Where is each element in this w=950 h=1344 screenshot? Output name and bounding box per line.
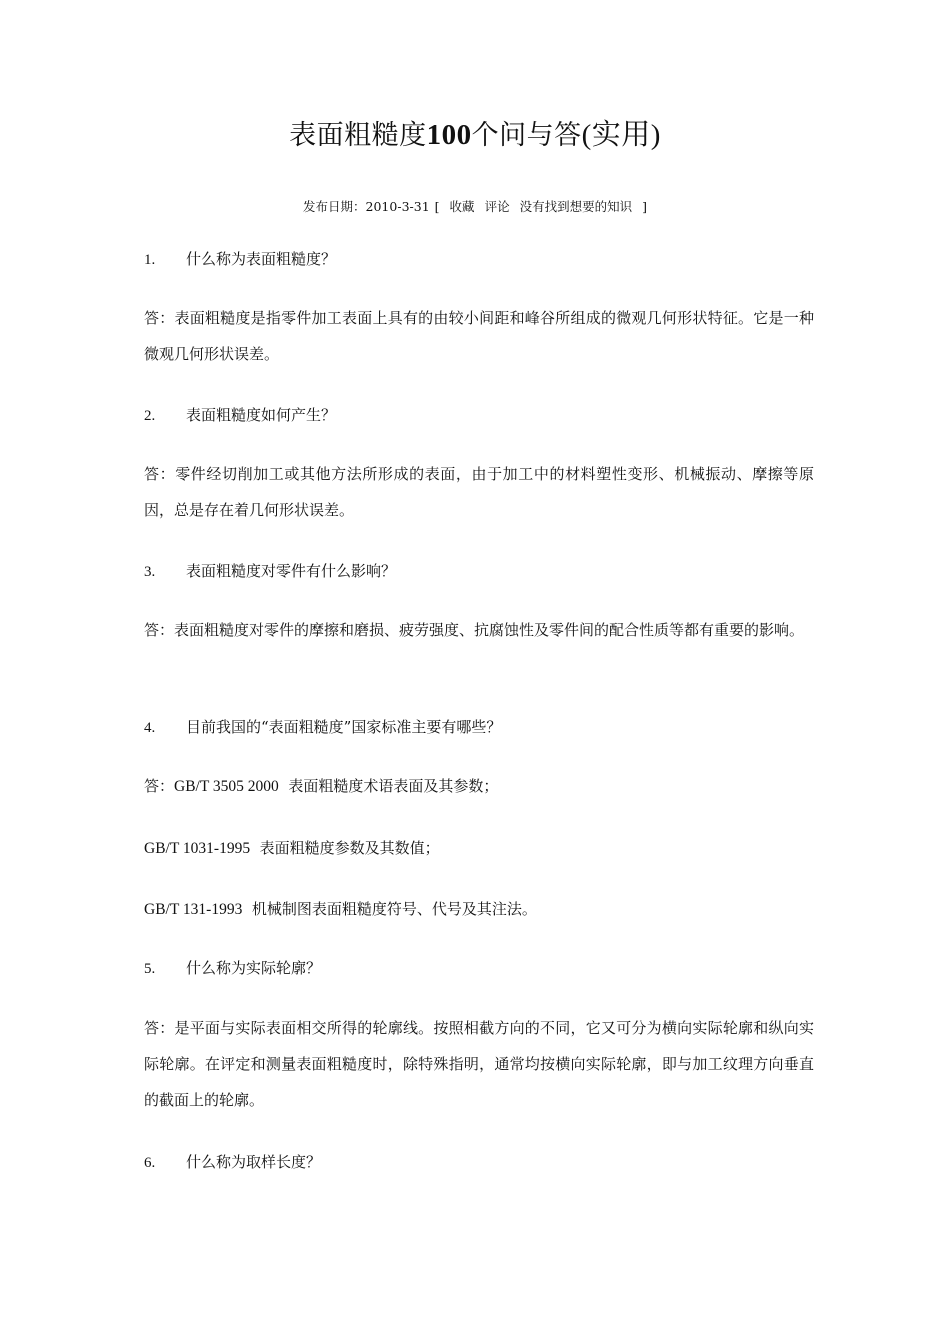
title-text-pre: 表面粗糙度 bbox=[289, 120, 427, 151]
answer-4-standard-3 bbox=[144, 891, 814, 928]
not-found-link[interactable]: 没有找到想要的知识 bbox=[519, 199, 633, 214]
title-number: 100 bbox=[426, 119, 472, 151]
question-number: 6. bbox=[144, 1155, 156, 1171]
title-parenthetical: (实用) bbox=[581, 119, 661, 151]
question-number: 3. bbox=[144, 564, 156, 580]
answer-4-standard-1 bbox=[144, 768, 814, 805]
question-text: 什么称为表面粗糙度？ bbox=[186, 250, 337, 268]
question-3 bbox=[144, 553, 814, 590]
question-text: 什么称为取样长度？ bbox=[186, 1153, 322, 1171]
question-number: 4. bbox=[144, 720, 156, 736]
open-bracket: [ bbox=[434, 199, 440, 214]
page-title bbox=[0, 112, 950, 159]
question-number: 1. bbox=[144, 252, 156, 268]
question-6 bbox=[144, 1144, 814, 1181]
question-text: 什么称为实际轮廓？ bbox=[186, 959, 322, 977]
standard-code: GB/T 3505 2000 bbox=[174, 778, 279, 795]
standard-code: GB/T 131-1993 bbox=[144, 901, 243, 918]
publish-meta bbox=[0, 197, 950, 217]
question-text: 表面粗糙度对零件有什么影响？ bbox=[186, 562, 397, 580]
comment-link[interactable]: 评论 bbox=[484, 199, 510, 214]
question-4 bbox=[144, 709, 814, 746]
answer-1: 答：表面粗糙度是指零件加工表面上具有的由较小间距和峰谷所组成的微观几何形状特征。它是一种微观几何形状误差。 bbox=[144, 309, 814, 363]
standard-title: 表面粗糙度参数及其数值； bbox=[259, 839, 440, 857]
answer-5: 答：是平面与实际表面相交所得的轮廓线。按照相截方向的不同，它又可分为横向实际轮廓和纵向实际轮廓。在评定和测量表面粗糙度时，除特殊指明，通常均按横向实际轮廓，即与加工纹理方向垂直的截面上的轮廓。 bbox=[144, 1019, 814, 1109]
answer-2: 答：零件经切削加工或其他方法所形成的表面，由于加工中的材料塑性变形、机械振动、摩擦等原因，总是存在着几何形状误差。 bbox=[144, 465, 814, 519]
date-label: 发布日期： bbox=[303, 199, 366, 214]
question-text: 表面粗糙度如何产生？ bbox=[186, 406, 337, 424]
question-number: 2. bbox=[144, 408, 156, 424]
question-2 bbox=[144, 397, 814, 434]
publish-date: 2010-3-31 bbox=[365, 199, 430, 214]
answer-prefix: 答： bbox=[144, 777, 175, 795]
standard-title: 机械制图表面粗糙度符号、代号及其注法。 bbox=[251, 900, 537, 918]
standard-title: 表面粗糙度术语表面及其参数； bbox=[288, 777, 499, 795]
standard-code: GB/T 1031-1995 bbox=[144, 840, 251, 857]
question-1 bbox=[144, 241, 814, 278]
question-number: 5. bbox=[144, 961, 156, 977]
question-5 bbox=[144, 950, 814, 987]
close-bracket: ] bbox=[642, 199, 647, 214]
question-text: 目前我国的“表面粗糙度”国家标准主要有哪些？ bbox=[186, 718, 502, 736]
title-text-mid: 个问与答 bbox=[471, 120, 582, 151]
collect-link[interactable]: 收藏 bbox=[449, 199, 475, 214]
answer-3: 答：表面粗糙度对零件的摩擦和磨损、疲劳强度、抗腐蚀性及零件间的配合性质等都有重要的影响。 bbox=[144, 621, 805, 639]
answer-4-standard-2 bbox=[144, 830, 814, 867]
